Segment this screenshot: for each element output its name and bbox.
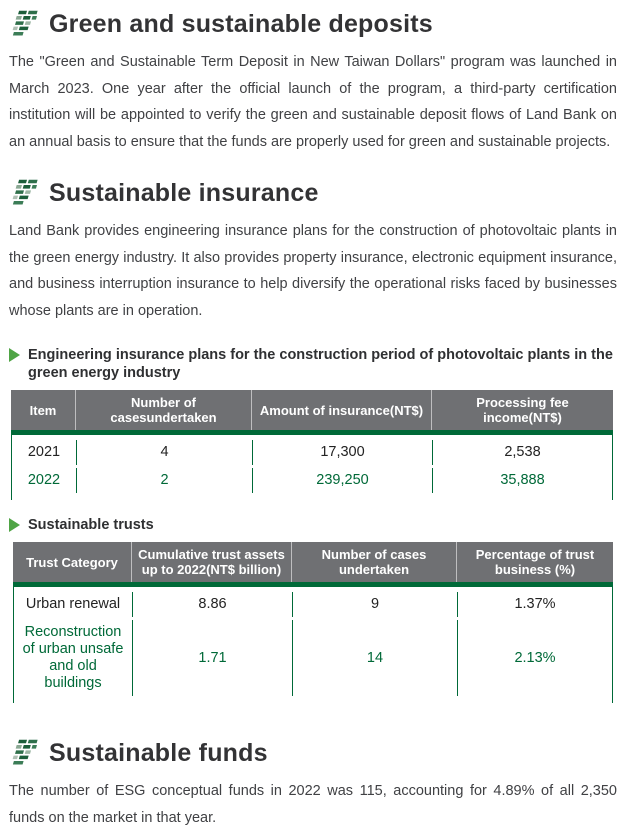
subheading-text: Sustainable trusts [28, 517, 154, 533]
cell-item: 2021 [27, 444, 61, 460]
column-header: Trust Category [26, 554, 118, 570]
landbank-logo-icon [9, 177, 39, 209]
insurance-paragraph: Land Bank provides engineering insurance plans for the construction of photovoltaic plants in the green energy industry. It also provides property insurance, electronic equipment insurance, and business interruption insurance to help diversify the operational risks faced by businesses whose plants are in operation. [9, 223, 617, 319]
page-title-insurance: Sustainable insurance [49, 178, 319, 207]
cell-cases: 4 [76, 440, 252, 465]
arrow-right-icon [9, 518, 20, 532]
table-row [12, 468, 612, 493]
section-heading-deposits [9, 8, 617, 40]
cell-cases: 9 [292, 592, 457, 617]
cell-amount: 17,300 [252, 440, 432, 465]
insurance-table-body [11, 435, 613, 500]
page-title-deposits: Green and sustainable deposits [49, 9, 433, 38]
funds-paragraph: The number of ESG conceptual funds in 2022 was 115, accounting for 4.89% of all 2,350 funds on the market in that year. [9, 783, 617, 826]
section-heading-funds [9, 737, 617, 769]
section-heading-insurance [9, 177, 617, 209]
column-header: Number of cases undertaken [291, 542, 456, 582]
cell-category: Urban renewal [25, 596, 121, 612]
cell-cases: 14 [292, 620, 457, 696]
column-header: Cumulative trust assets up to 2022(NT$ billion) [131, 542, 291, 582]
table-row [14, 592, 612, 617]
table-row [12, 440, 612, 465]
cell-category: Reconstruction of urban unsafe and old buildings [22, 624, 124, 691]
cell-fee: 2,538 [432, 440, 612, 465]
cell-amount: 239,250 [252, 468, 432, 493]
column-header: Amount of insurance(NT$) [251, 390, 431, 430]
table-row [14, 620, 612, 696]
arrow-right-icon [9, 348, 20, 362]
landbank-logo-icon [9, 8, 39, 40]
insurance-table [11, 390, 613, 500]
cell-item: 2022 [27, 472, 61, 488]
insurance-table-header [11, 390, 613, 430]
column-header: Number of casesundertaken [75, 390, 251, 430]
landbank-logo-icon [9, 737, 39, 769]
subheading-sustainable-trusts [9, 516, 617, 534]
cell-cases: 2 [76, 468, 252, 493]
cell-percentage: 1.37% [457, 592, 612, 617]
page-title-funds: Sustainable funds [49, 738, 268, 767]
deposits-paragraph: The "Green and Sustainable Term Deposit in New Taiwan Dollars" program was launched in March 2023. One year after the official launch of the program, a third-party certification institution will be appointed to verify the green and sustainable deposit flows of Land Bank on an annual basis to ensure that the funds are properly used for green and sustainable projects. [9, 54, 617, 150]
cell-fee: 35,888 [432, 468, 612, 493]
column-header: Processing fee income(NT$) [431, 390, 613, 430]
column-header: Item [29, 402, 57, 418]
column-header: Percentage of trust business (%) [456, 542, 613, 582]
cell-assets: 1.71 [132, 620, 292, 696]
trust-table-header [13, 542, 613, 582]
subheading-engineering-insurance [9, 346, 617, 382]
trust-table-body [13, 587, 613, 703]
cell-assets: 8.86 [132, 592, 292, 617]
subheading-text: Engineering insurance plans for the construction period of photovoltaic plants in the green energy industry [28, 347, 613, 381]
trust-table [13, 542, 613, 703]
cell-percentage: 2.13% [457, 620, 612, 696]
